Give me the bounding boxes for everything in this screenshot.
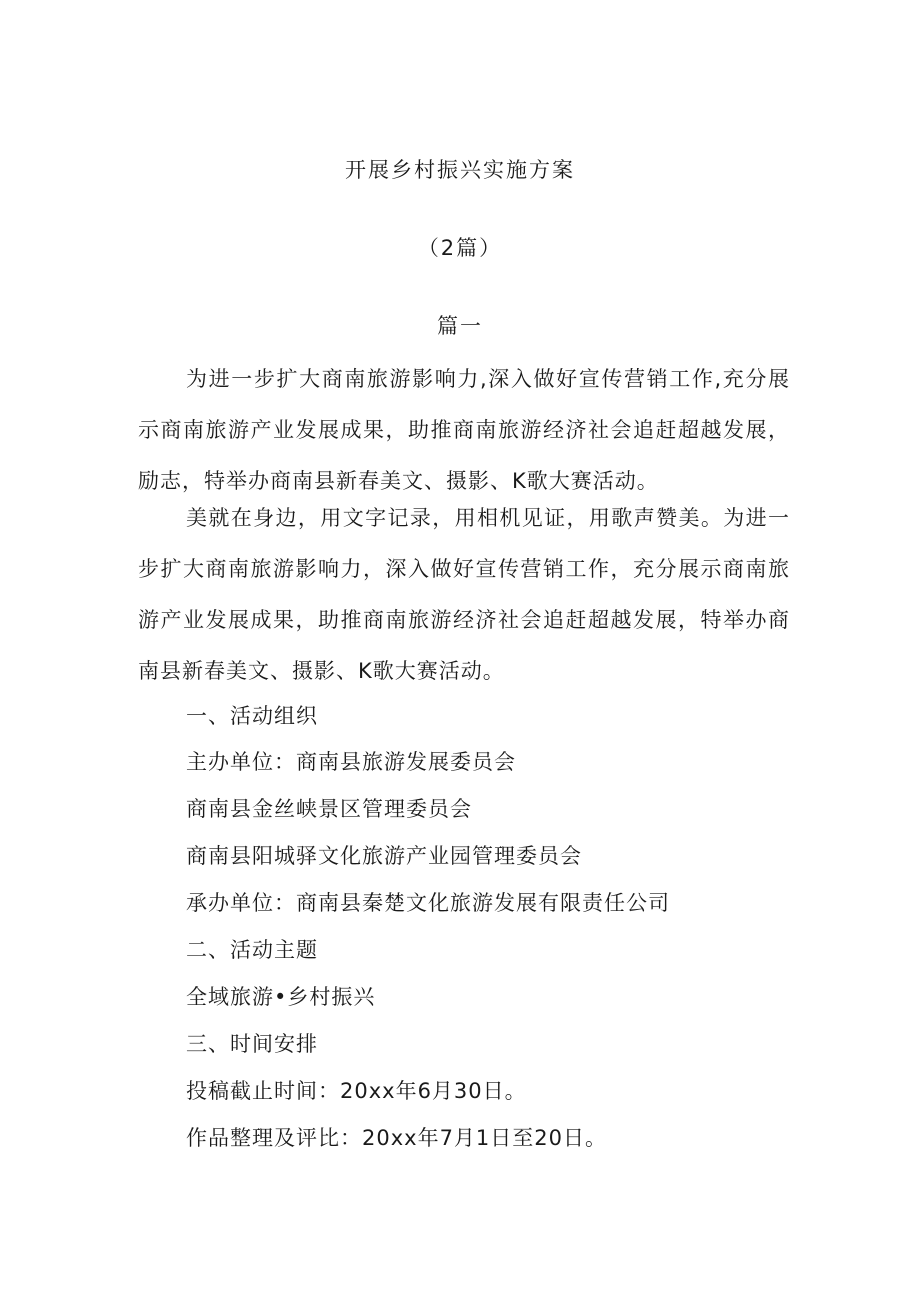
organizer-line-3: 商南县阳城驿文化旅游产业园管理委员会 [186, 844, 582, 868]
paragraph-intro: 为进一步扩大商南旅游影响力,深入做好宣传营销工作,充分展示商南旅游产业发展成果，助推商南旅游经济社会追赶超越发展，励志，特举办商南县新春美文、摄影、K歌大赛活动。 [138, 367, 790, 493]
document-subtitle: （2篇） [417, 236, 503, 260]
document-title: 开展乡村振兴实施方案 [345, 158, 575, 182]
heading-schedule: 三、时间安排 [186, 1032, 318, 1056]
heading-activity-theme: 二、活动主题 [186, 938, 318, 962]
co-organizer-line: 承办单位：商南县秦楚文化旅游发展有限责任公司 [186, 891, 670, 915]
deadline-line: 投稿截止时间：20xx年6月30日。 [186, 1079, 527, 1103]
section-title: 篇一 [437, 314, 483, 338]
heading-activity-organization: 一、活动组织 [186, 704, 318, 728]
paragraph-purpose: 美就在身边，用文字记录，用相机见证，用歌声赞美。为进一步扩大商南旅游影响力，深入做好宣传营销工作，充分展示商南旅游产业发展成果，助推商南旅游经济社会追赶超越发展，特举办商南县新春美文、摄影、K歌大赛活动。 [138, 506, 790, 683]
organizer-line-2: 商南县金丝峡景区管理委员会 [186, 797, 472, 821]
theme-line: 全域旅游•乡村振兴 [186, 985, 376, 1009]
judging-period-line: 作品整理及评比：20xx年7月1日至20日。 [186, 1126, 608, 1150]
organizer-line: 主办单位：商南县旅游发展委员会 [186, 750, 516, 774]
